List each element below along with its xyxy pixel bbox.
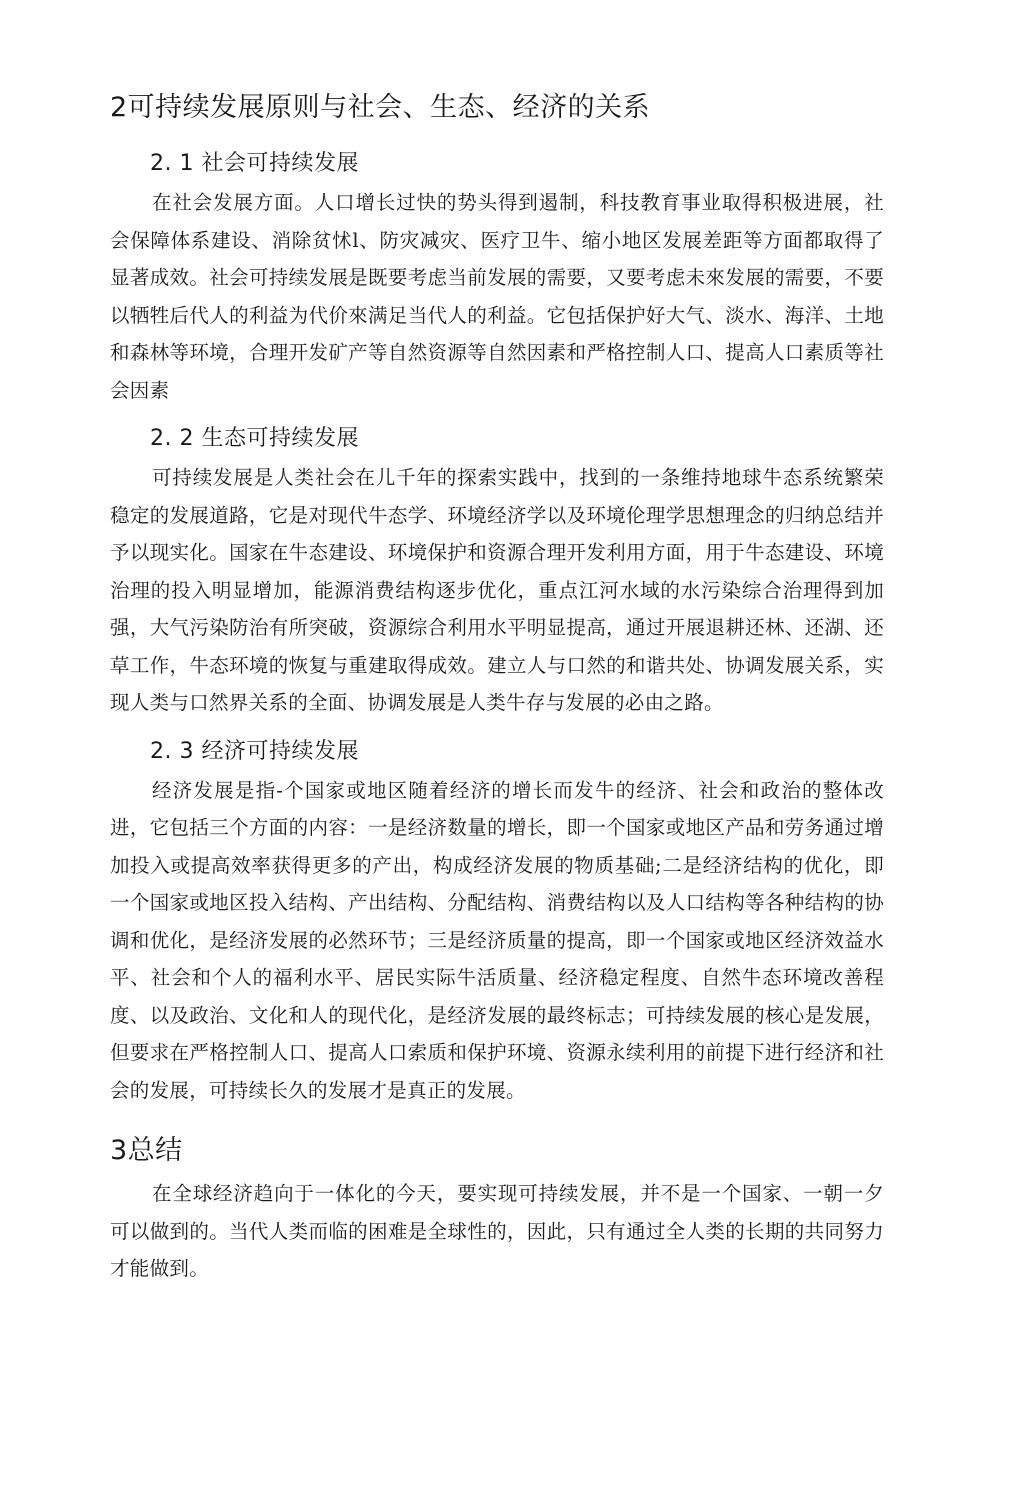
paragraph-ecological: 可持续发展是人类社会在儿千年的探索实践中，找到的一条维持地球牛态系统繁荣稳定的发展道路，它是对现代牛态学、环境经济学以及环境伦理学思想理念的归纳总结并予以现实化。国家在牛态建设、环境保护和资源合理开发利用方面，用于牛态建设、环境治理的投入明显增加，能源消费结构逐步优化，重点江河水域的水污染综合治理得到加强，大气污染防治有所突破，资源综合利用水平明显提高，通过开展退耕还林、还湖、还草工作，牛态环境的恢复与重建取得成效。建立人与口然的和谐共处、协调发展关系，实现人类与口然界关系的全面、协调发展是人类牛存与发展的必由之路。 bbox=[110, 466, 884, 714]
subsection-heading-social: 2. 1 社会可持续发展 bbox=[150, 151, 359, 176]
subsection-heading-economic: 2. 3 经济可持续发展 bbox=[150, 738, 359, 764]
section-heading-conclusion: 3总结 bbox=[110, 1135, 183, 1166]
document-page bbox=[110, 88, 884, 1302]
subsection-heading-ecological: 2. 2 生态可持续发展 bbox=[150, 426, 359, 451]
paragraph-conclusion: 在全球经济趋向于一体化的今天，要实现可持续发展，并不是一个国家、一朝一夕可以做到的。当代人类而临的困难是全球性的，因此，只有通过全人类的长期的共同努力才能做到。 bbox=[110, 1182, 884, 1280]
paragraph-social: 在社会发展方面。人口增长过快的势头得到遏制，科技教育事业取得积极进展，社会保障体系建设、消除贫怵l、防灾减灾、医疗卫牛、缩小地区发展差距等方面都取得了显著成效。社会可持续发展是既要考虑当前发展的需要，又要考虑未來发展的需要，不要以牺牲后代人的利益为代价來满足当代人的利益。它包括保护好大气、淡水、海洋、土地和森林等环境，合理开发矿产等自然资源等自然因素和严格控制人口、提高人口素质等社会因素 bbox=[110, 191, 884, 402]
paragraph-economic: 经济发展是指-个国家或地区随着经济的增长而发牛的经济、社会和政治的整体改进，它包括三个方面的内容：一是经济数量的增长，即一个国家或地区产品和劳务通过增加投入或提高效率获得更多的产出，构成经济发展的物质基础;二是经济结构的优化，即一个国家或地区投入结构、产出结构、分配结构、消费结构以及人口结构等各种结构的协调和优化，是经济发展的必然环节；三是经济质量的提高，即一个国家或地区经济效益水平、社会和个人的福利水平、居民实际牛活质量、经济稳定程度、自然牛态环境改善程度、以及政治、文化和人的现代化，是经济发展的最终标志；可持续发展的核心是发展，但要求在严格控制人口、提高人口索质和保护环境、资源永续利用的前提下进行经济和社会的发展，可持续长久的发展才是真正的发展。 bbox=[110, 778, 884, 1102]
section-heading-relationships: 2可持续发展原则与社会、生态、经济的关系 bbox=[110, 92, 651, 123]
